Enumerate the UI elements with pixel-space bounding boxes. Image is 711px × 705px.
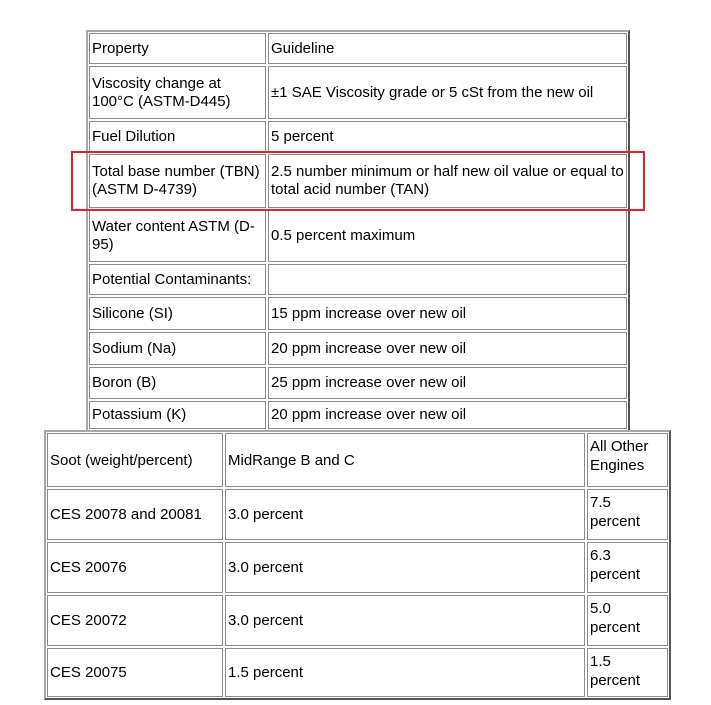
table-row (88, 400, 628, 430)
guideline-cell: 25 ppm increase over new oil (268, 367, 627, 399)
header-guideline: Guideline (268, 33, 627, 64)
midrange-cell: 1.5 percent (225, 648, 585, 697)
other-engines-cell: 5.0 percent (587, 595, 668, 646)
header-other-engines: All Other Engines (587, 433, 668, 487)
property-cell: Sodium (Na) (89, 332, 266, 365)
spec-cell: CES 20078 and 20081 (47, 489, 223, 540)
table-header-row (88, 32, 628, 65)
property-cell: Fuel Dilution (89, 121, 266, 152)
table-row (46, 594, 669, 647)
property-cell: Viscosity change at 100°C (ASTM-D445) (89, 66, 266, 119)
table-row (88, 296, 628, 331)
table-row (88, 209, 628, 263)
property-cell: Potassium (K) (89, 401, 266, 429)
other-engines-cell: 7.5 percent (587, 489, 668, 540)
spec-cell: CES 20072 (47, 595, 223, 646)
table-row (88, 263, 628, 296)
table-row (46, 647, 669, 698)
property-cell: Silicone (SI) (89, 297, 266, 330)
table-row (46, 488, 669, 541)
header-midrange: MidRange B and C (225, 433, 585, 487)
spec-cell: CES 20076 (47, 542, 223, 593)
guideline-cell: 2.5 number minimum or half new oil value or equal to total acid number (TAN) (268, 154, 627, 208)
guideline-cell: 20 ppm increase over new oil (268, 332, 627, 365)
table-row (46, 541, 669, 594)
guideline-cell: 5 percent (268, 121, 627, 152)
guideline-cell (268, 264, 627, 295)
midrange-cell: 3.0 percent (225, 489, 585, 540)
spec-cell: CES 20075 (47, 648, 223, 697)
table-row (88, 120, 628, 153)
property-cell: Total base number (TBN) (ASTM D-4739) (89, 154, 266, 208)
table-row (88, 331, 628, 366)
table-header-row (46, 432, 669, 488)
oil-guideline-table (86, 30, 630, 432)
property-cell: Boron (B) (89, 367, 266, 399)
guideline-cell: 0.5 percent maximum (268, 210, 627, 262)
soot-limit-table (44, 430, 671, 700)
property-cell: Potential Contaminants: (89, 264, 266, 295)
header-soot: Soot (weight/percent) (47, 433, 223, 487)
guideline-cell: 15 ppm increase over new oil (268, 297, 627, 330)
guideline-cell: ±1 SAE Viscosity grade or 5 cSt from the new oil (268, 66, 627, 119)
midrange-cell: 3.0 percent (225, 542, 585, 593)
midrange-cell: 3.0 percent (225, 595, 585, 646)
table-row (88, 366, 628, 400)
guideline-cell: 20 ppm increase over new oil (268, 401, 627, 429)
property-cell: Water content ASTM (D-95) (89, 210, 266, 262)
table-row (88, 153, 628, 209)
table-row (88, 65, 628, 120)
other-engines-cell: 6.3 percent (587, 542, 668, 593)
header-property: Property (89, 33, 266, 64)
other-engines-cell: 1.5 percent (587, 648, 668, 697)
